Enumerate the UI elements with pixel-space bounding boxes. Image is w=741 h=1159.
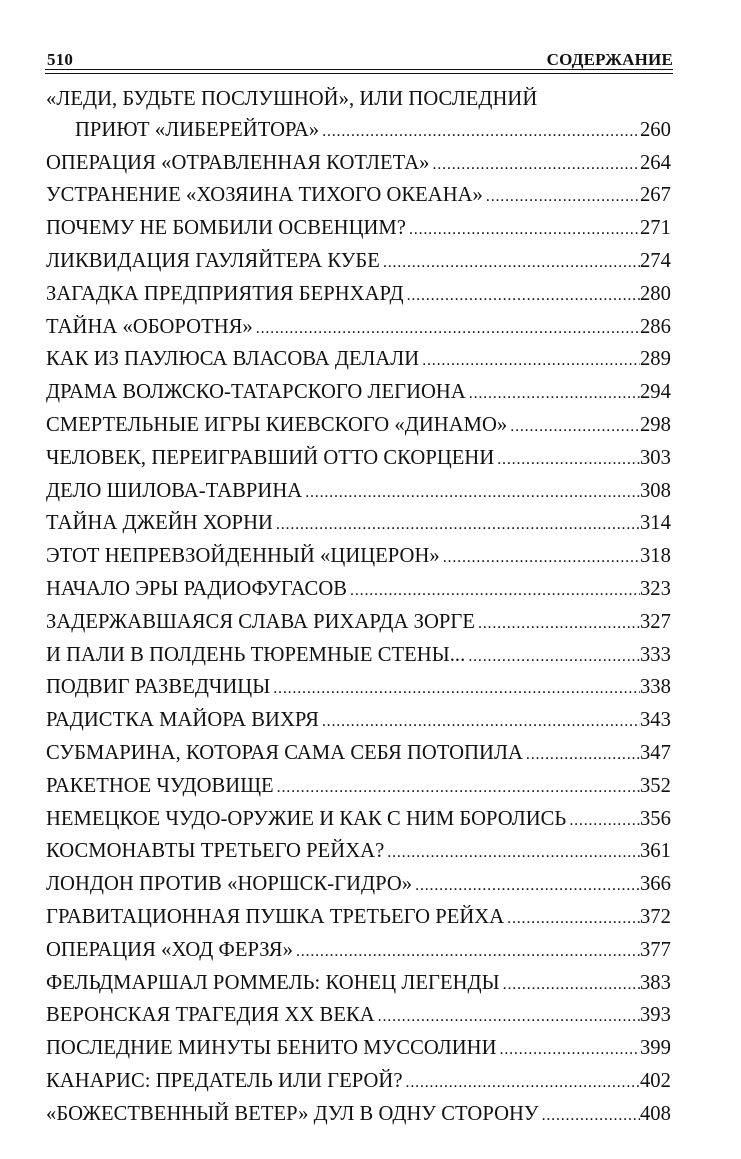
toc-entry-page: 402	[639, 1069, 671, 1092]
toc-entry-title: И ПАЛИ В ПОЛДЕНЬ ТЮРЕМНЫЕ СТЕНЫ...	[46, 643, 466, 666]
toc-entry-page: 377	[639, 938, 671, 961]
dot-leader	[483, 182, 640, 213]
toc-entry-title-line: «ЛЕДИ, БУДЬТЕ ПОСЛУШНОЙ», ИЛИ ПОСЛЕДНИЙ	[46, 88, 538, 110]
toc-entry-page: 327	[639, 610, 671, 633]
toc-entry-page: 314	[639, 512, 671, 535]
dot-leader	[380, 248, 640, 279]
toc-entry	[46, 443, 671, 476]
toc-entry	[46, 869, 671, 902]
toc-entry	[46, 279, 671, 312]
dot-leader	[375, 1002, 640, 1033]
toc-entry-page: 286	[639, 315, 671, 338]
toc-entry-page: 298	[639, 413, 671, 436]
dot-leader	[302, 478, 640, 509]
toc-entry	[46, 804, 671, 837]
toc-entry-title: ПОЧЕМУ НЕ БОМБИЛИ ОСВЕНЦИМ?	[46, 217, 406, 240]
dot-leader	[412, 871, 640, 902]
toc-entry-page: 383	[639, 971, 671, 994]
toc-entry-page: 343	[639, 709, 671, 732]
toc-entry-title: ПОСЛЕДНИЕ МИНУТЫ БЕНИТО МУССОЛИНИ	[46, 1037, 497, 1060]
toc-entry	[46, 902, 671, 935]
dot-leader	[507, 412, 640, 443]
toc-entry-title: СМЕРТЕЛЬНЫЕ ИГРЫ КИЕВСКОГО «ДИНАМО»	[46, 413, 508, 436]
dot-leader	[319, 707, 640, 738]
toc-entry-page: 264	[639, 151, 671, 174]
dot-leader	[274, 773, 640, 804]
toc-entry-page: 260	[639, 118, 671, 141]
toc-entry	[46, 935, 671, 968]
toc-entry-title: ГРАВИТАЦИОННАЯ ПУШКА ТРЕТЬЕГО РЕЙХА	[46, 905, 505, 928]
toc-entry-page: 289	[639, 348, 671, 371]
toc-entry-title: ФЕЛЬДМАРШАЛ РОММЕЛЬ: КОНЕЦ ЛЕГЕНДЫ	[46, 971, 500, 994]
toc-entry-page: 393	[639, 1004, 671, 1027]
dot-leader	[273, 510, 640, 541]
toc-entry-page: 303	[639, 446, 671, 469]
toc-entry-title: «БОЖЕСТВЕННЫЙ ВЕТЕР» ДУЛ В ОДНУ СТОРОНУ	[46, 1102, 539, 1125]
dot-leader	[404, 281, 640, 312]
toc-entry-title: ЭТОТ НЕПРЕВЗОЙДЕННЫЙ «ЦИЦЕРОН»	[46, 545, 440, 568]
toc-entry-title: РАКЕТНОЕ ЧУДОВИЩЕ	[46, 774, 274, 797]
toc-entry	[46, 476, 671, 509]
table-of-contents	[46, 84, 671, 1132]
header-rule-thick	[45, 69, 673, 70]
dot-leader	[440, 543, 640, 574]
toc-entry-page: 274	[639, 249, 671, 272]
toc-entry-title: ЧЕЛОВЕК, ПЕРЕИГРАВШИЙ ОТТО СКОРЦЕНИ	[46, 446, 495, 469]
toc-entry-page: 408	[639, 1102, 671, 1125]
toc-entry-page: 308	[639, 479, 671, 502]
toc-entry-title: ОПЕРАЦИЯ «ОТРАВЛЕННАЯ КОТЛЕТА»	[46, 151, 430, 174]
toc-entry-page: 333	[639, 643, 671, 666]
toc-entry-title: КАНАРИС: ПРЕДАТЕЛЬ ИЛИ ГЕРОЙ?	[46, 1069, 403, 1092]
toc-entry	[46, 968, 671, 1001]
toc-entry-title: НАЧАЛО ЭРЫ РАДИОФУГАСОВ	[46, 577, 348, 600]
toc-entry-title: НЕМЕЦКОЕ ЧУДО-ОРУЖИЕ И КАК С НИМ БОРОЛИСЬ	[46, 807, 567, 830]
toc-entry-page: 338	[639, 676, 671, 699]
dot-leader	[539, 1101, 640, 1132]
toc-entry-title: ПОДВИГ РАЗВЕДЧИЦЫ	[46, 676, 271, 699]
dot-leader	[494, 445, 640, 476]
toc-entry-title: ПРИЮТ «ЛИБЕРЕЙТОРА»	[75, 118, 320, 141]
toc-entry-page: 318	[639, 545, 671, 568]
toc-entry-title: УСТРАНЕНИЕ «ХОЗЯИНА ТИХОГО ОКЕАНА»	[46, 184, 483, 207]
running-header	[47, 44, 673, 70]
dot-leader	[419, 346, 640, 377]
toc-entry	[46, 607, 671, 640]
page-number: 510	[47, 50, 74, 69]
toc-entry-page: 399	[639, 1037, 671, 1060]
toc-entry	[46, 312, 671, 345]
toc-entry-title: ЗАГАДКА ПРЕДПРИЯТИЯ БЕРНХАРД	[46, 282, 404, 305]
toc-entry-title: СУБМАРИНА, КОТОРАЯ САМА СЕБЯ ПОТОПИЛА	[46, 741, 523, 764]
toc-entry	[46, 1066, 671, 1099]
toc-entry	[46, 771, 671, 804]
toc-entry-title: ЛИКВИДАЦИЯ ГАУЛЯЙТЕРА КУБЕ	[46, 249, 380, 272]
toc-entry	[46, 1033, 671, 1066]
toc-entry-title: ДРАМА ВОЛЖСКО-ТАТАРСКОГО ЛЕГИОНА	[46, 381, 466, 404]
toc-entry-title: КОСМОНАВТЫ ТРЕТЬЕГО РЕЙХА?	[46, 840, 385, 863]
toc-entry	[46, 836, 671, 869]
dot-leader	[319, 117, 640, 148]
dot-leader	[270, 674, 640, 705]
toc-entry-title: ЛОНДОН ПРОТИВ «НОРШСК-ГИДРО»	[46, 873, 413, 896]
dot-leader	[293, 937, 640, 968]
dot-leader	[466, 379, 640, 410]
toc-entry	[46, 84, 671, 148]
toc-entry	[46, 672, 671, 705]
toc-entry-title: ТАЙНА ДЖЕЙН ХОРНИ	[46, 512, 273, 535]
header-rule-thin	[45, 73, 673, 74]
dot-leader	[500, 970, 640, 1001]
toc-entry-page: 323	[639, 577, 671, 600]
dot-leader	[504, 904, 640, 935]
toc-entry-title: ОПЕРАЦИЯ «ХОД ФЕРЗЯ»	[46, 938, 293, 961]
toc-entry	[46, 148, 671, 181]
toc-entry	[46, 180, 671, 213]
toc-entry	[46, 410, 671, 443]
dot-leader	[253, 314, 640, 345]
toc-entry	[46, 640, 671, 673]
toc-entry-page: 294	[639, 381, 671, 404]
toc-entry	[46, 377, 671, 410]
toc-entry	[46, 344, 671, 377]
toc-entry	[46, 705, 671, 738]
dot-leader	[430, 150, 640, 181]
toc-entry	[46, 1000, 671, 1033]
dot-leader	[475, 609, 640, 640]
dot-leader	[406, 215, 640, 246]
dot-leader	[347, 576, 640, 607]
dot-leader	[403, 1068, 640, 1099]
running-title: СОДЕРЖАНИЕ	[546, 50, 673, 69]
toc-entry-page: 366	[639, 873, 671, 896]
toc-entry	[46, 246, 671, 279]
toc-entry-page: 347	[639, 741, 671, 764]
toc-entry-title: ЗАДЕРЖАВШАЯСЯ СЛАВА РИХАРДА ЗОРГЕ	[46, 610, 475, 633]
toc-entry	[46, 1099, 671, 1132]
toc-entry-page: 280	[639, 282, 671, 305]
dot-leader	[384, 838, 640, 869]
toc-entry-title: ВЕРОНСКАЯ ТРАГЕДИЯ XX ВЕКА	[46, 1004, 375, 1027]
dot-leader	[497, 1035, 640, 1066]
toc-entry-page: 361	[639, 840, 671, 863]
dot-leader	[465, 642, 640, 673]
toc-entry-title: ДЕЛО ШИЛОВА-ТАВРИНА	[46, 479, 303, 502]
toc-entry	[46, 541, 671, 574]
toc-entry-page: 372	[639, 905, 671, 928]
toc-entry-page: 267	[639, 184, 671, 207]
toc-entry-page: 271	[639, 217, 671, 240]
toc-entry	[46, 738, 671, 771]
toc-entry	[46, 508, 671, 541]
toc-entry	[46, 574, 671, 607]
dot-leader	[566, 806, 640, 837]
toc-entry-title: ТАЙНА «ОБОРОТНЯ»	[46, 315, 253, 338]
toc-entry-page: 352	[639, 774, 671, 797]
toc-entry-title: КАК ИЗ ПАУЛЮСА ВЛАСОВА ДЕЛАЛИ	[46, 348, 420, 371]
toc-entry-page: 356	[639, 807, 671, 830]
dot-leader	[523, 740, 640, 771]
toc-entry-title: РАДИСТКА МАЙОРА ВИХРЯ	[46, 709, 319, 732]
toc-entry	[46, 213, 671, 246]
